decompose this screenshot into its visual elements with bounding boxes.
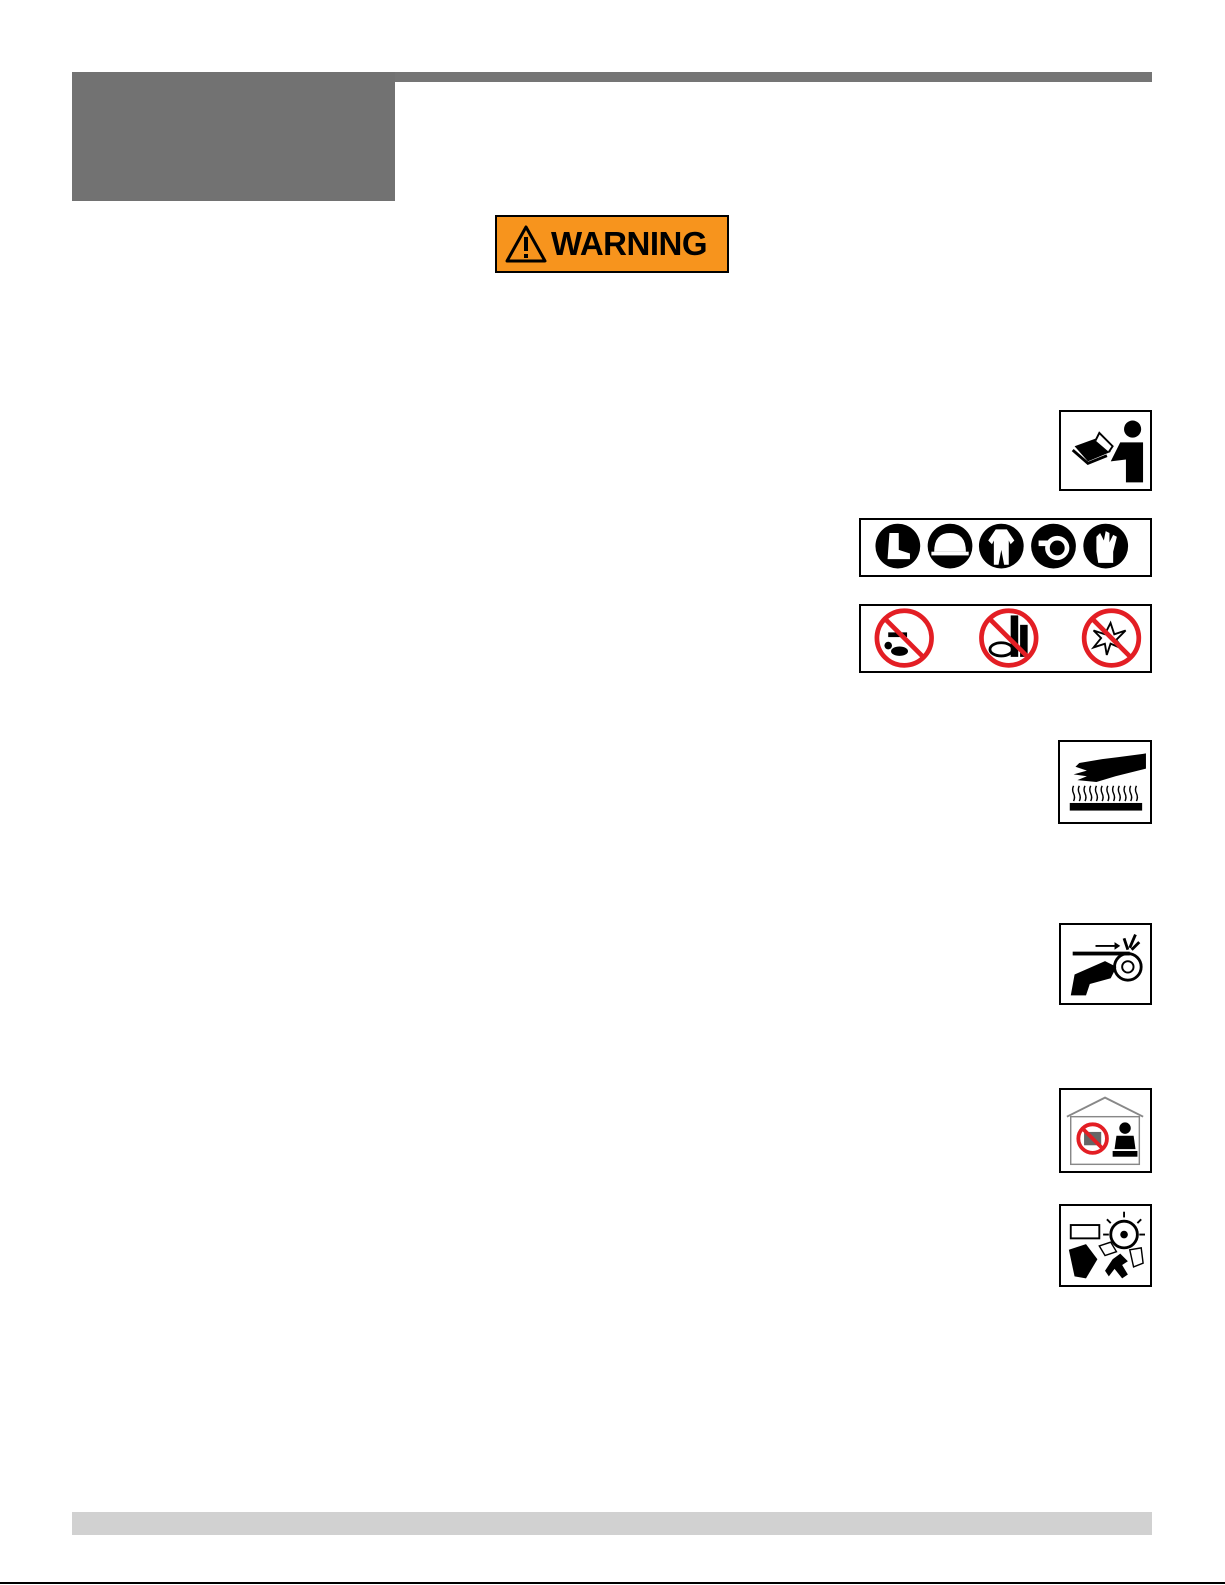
hearing-protection-icon xyxy=(1031,524,1076,569)
hot-surface-icon xyxy=(1058,740,1152,824)
no-engine-indoors-icon xyxy=(1078,1124,1107,1153)
entanglement-icon xyxy=(1059,923,1152,1005)
explosion-hazard-icon xyxy=(1059,1204,1152,1287)
page-bottom-rule xyxy=(0,1582,1225,1584)
no-drugs-icon xyxy=(877,611,932,666)
gloves-icon xyxy=(1083,524,1128,569)
header-block xyxy=(72,72,395,201)
hard-hat-icon xyxy=(928,524,973,569)
read-manual-icon xyxy=(1059,410,1152,491)
coveralls-icon xyxy=(979,524,1024,569)
prohibited-activities-icon xyxy=(859,604,1152,673)
warning-triangle-icon xyxy=(505,225,547,263)
no-alcohol-icon xyxy=(981,611,1036,666)
footer-band xyxy=(72,1512,1152,1535)
ppe-required-icon xyxy=(859,518,1152,577)
no-sparks-icon xyxy=(1084,611,1139,666)
warning-label: WARNING xyxy=(551,225,707,262)
ventilation-icon xyxy=(1059,1088,1152,1173)
warning-banner xyxy=(495,215,729,273)
boots-icon xyxy=(875,524,920,569)
